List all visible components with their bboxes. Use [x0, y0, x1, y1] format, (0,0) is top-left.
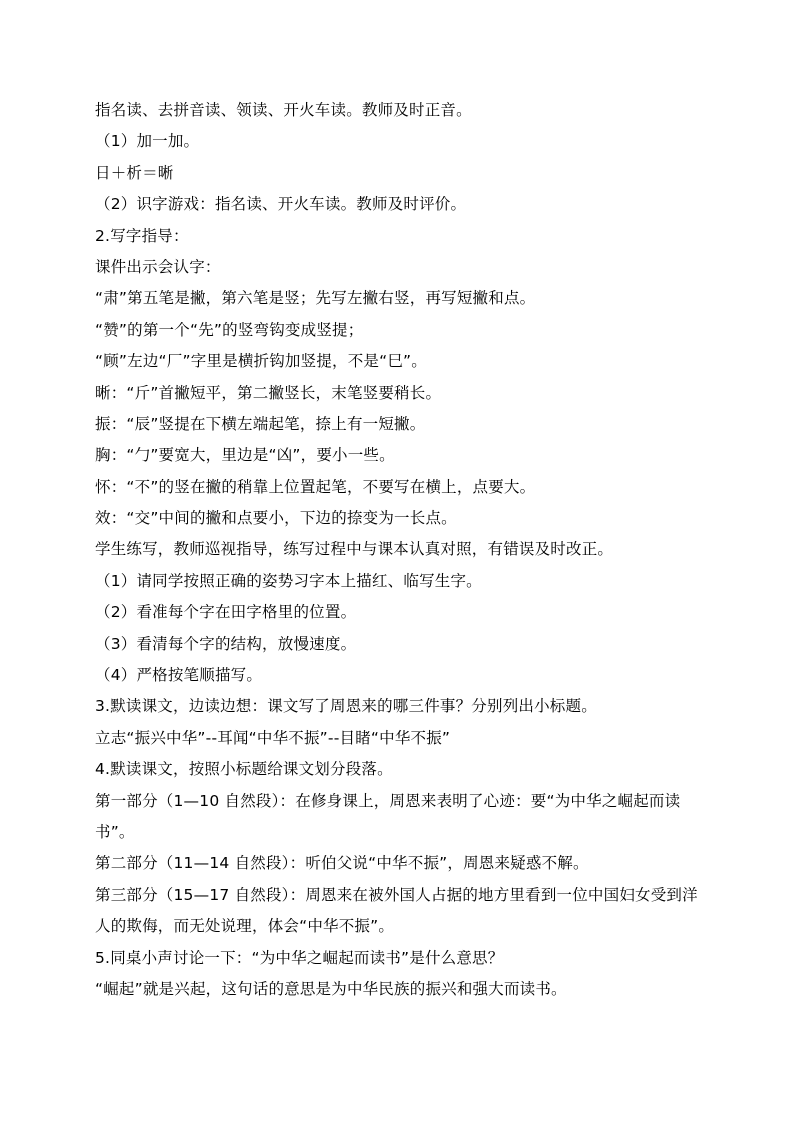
text-line: （2）识字游戏：指名读、开火车读。教师及时评价。 — [95, 195, 467, 214]
text-line: 立志“振兴中华”--耳闻“中华不振”--目睹“中华不振” — [95, 728, 451, 747]
text-line: 第三部分（15—17 自然段）：周恩来在被外国人占据的地方里看到一位中国妇女受到洋 — [95, 885, 698, 904]
section-heading: 4.默读课文，按照小标题给课文划分段落。 — [95, 760, 393, 779]
text-line: 晰：“斤”首撇短平，第二撇竖长，末笔竖要稍长。 — [95, 383, 442, 402]
text-line: “赞”的第一个“先”的竖弯钩变成竖提； — [95, 320, 364, 339]
text-line: “肃”第五笔是撇，第六笔是竖；先写左撇右竖，再写短撇和点。 — [95, 289, 536, 308]
text-line: （2）看准每个字在田字格里的位置。 — [95, 603, 357, 622]
section-heading: 3.默读课文，边读边想：课文写了周恩来的哪三件事？分别列出小标题。 — [95, 697, 597, 716]
text-line: 指名读、去拼音读、领读、开火车读。教师及时正音。 — [95, 101, 472, 119]
text-line: （1）请同学按照正确的姿势习字本上描红、临写生字。 — [95, 571, 482, 590]
document-body — [95, 95, 705, 1005]
section-heading: 2.写字指导： — [95, 226, 189, 245]
text-line: “顾”左边“厂”字里是横折钩加竖提，不是“巳”。 — [95, 352, 427, 371]
text-line: 书”。 — [95, 822, 135, 841]
text-line: 第二部分（11—14 自然段）：听伯父说“中华不振”，周恩来疑惑不解。 — [95, 854, 589, 873]
text-line: 课件出示会认字： — [95, 257, 221, 276]
text-line: 人的欺侮，而无处说理，体会“中华不振”。 — [95, 917, 395, 936]
text-line: （3）看清每个字的结构，放慢速度。 — [95, 634, 357, 653]
text-line: （4）严格按笔顺描写。 — [95, 666, 263, 685]
text-line: 学生练写，教师巡视指导，练写过程中与课本认真对照，有错误及时改正。 — [95, 540, 614, 559]
text-line: 第一部分（1—10 自然段）：在修身课上，周恩来表明了心迹：要“为中华之崛起而读 — [95, 791, 681, 810]
text-line: （1）加一加。 — [95, 132, 200, 151]
text-line: “崛起”就是兴起，这句话的意思是为中华民族的振兴和强大而读书。 — [95, 979, 567, 998]
section-heading: 5.同桌小声讨论一下：“为中华之崛起而读书”是什么意思？ — [95, 948, 504, 967]
text-line: 效：“交”中间的撇和点要小，下边的捺变为一长点。 — [95, 509, 457, 528]
text-line: 怀：“不”的竖在撇的稍靠上位置起笔，不要写在横上，点要大。 — [95, 477, 536, 496]
text-line: 振：“辰”竖提在下横左端起笔，捺上有一短撇。 — [95, 414, 426, 433]
text-line: 日＋析＝晰 — [95, 163, 174, 182]
text-line: 胸：“勹”要宽大，里边是“凶”，要小一些。 — [95, 446, 395, 465]
